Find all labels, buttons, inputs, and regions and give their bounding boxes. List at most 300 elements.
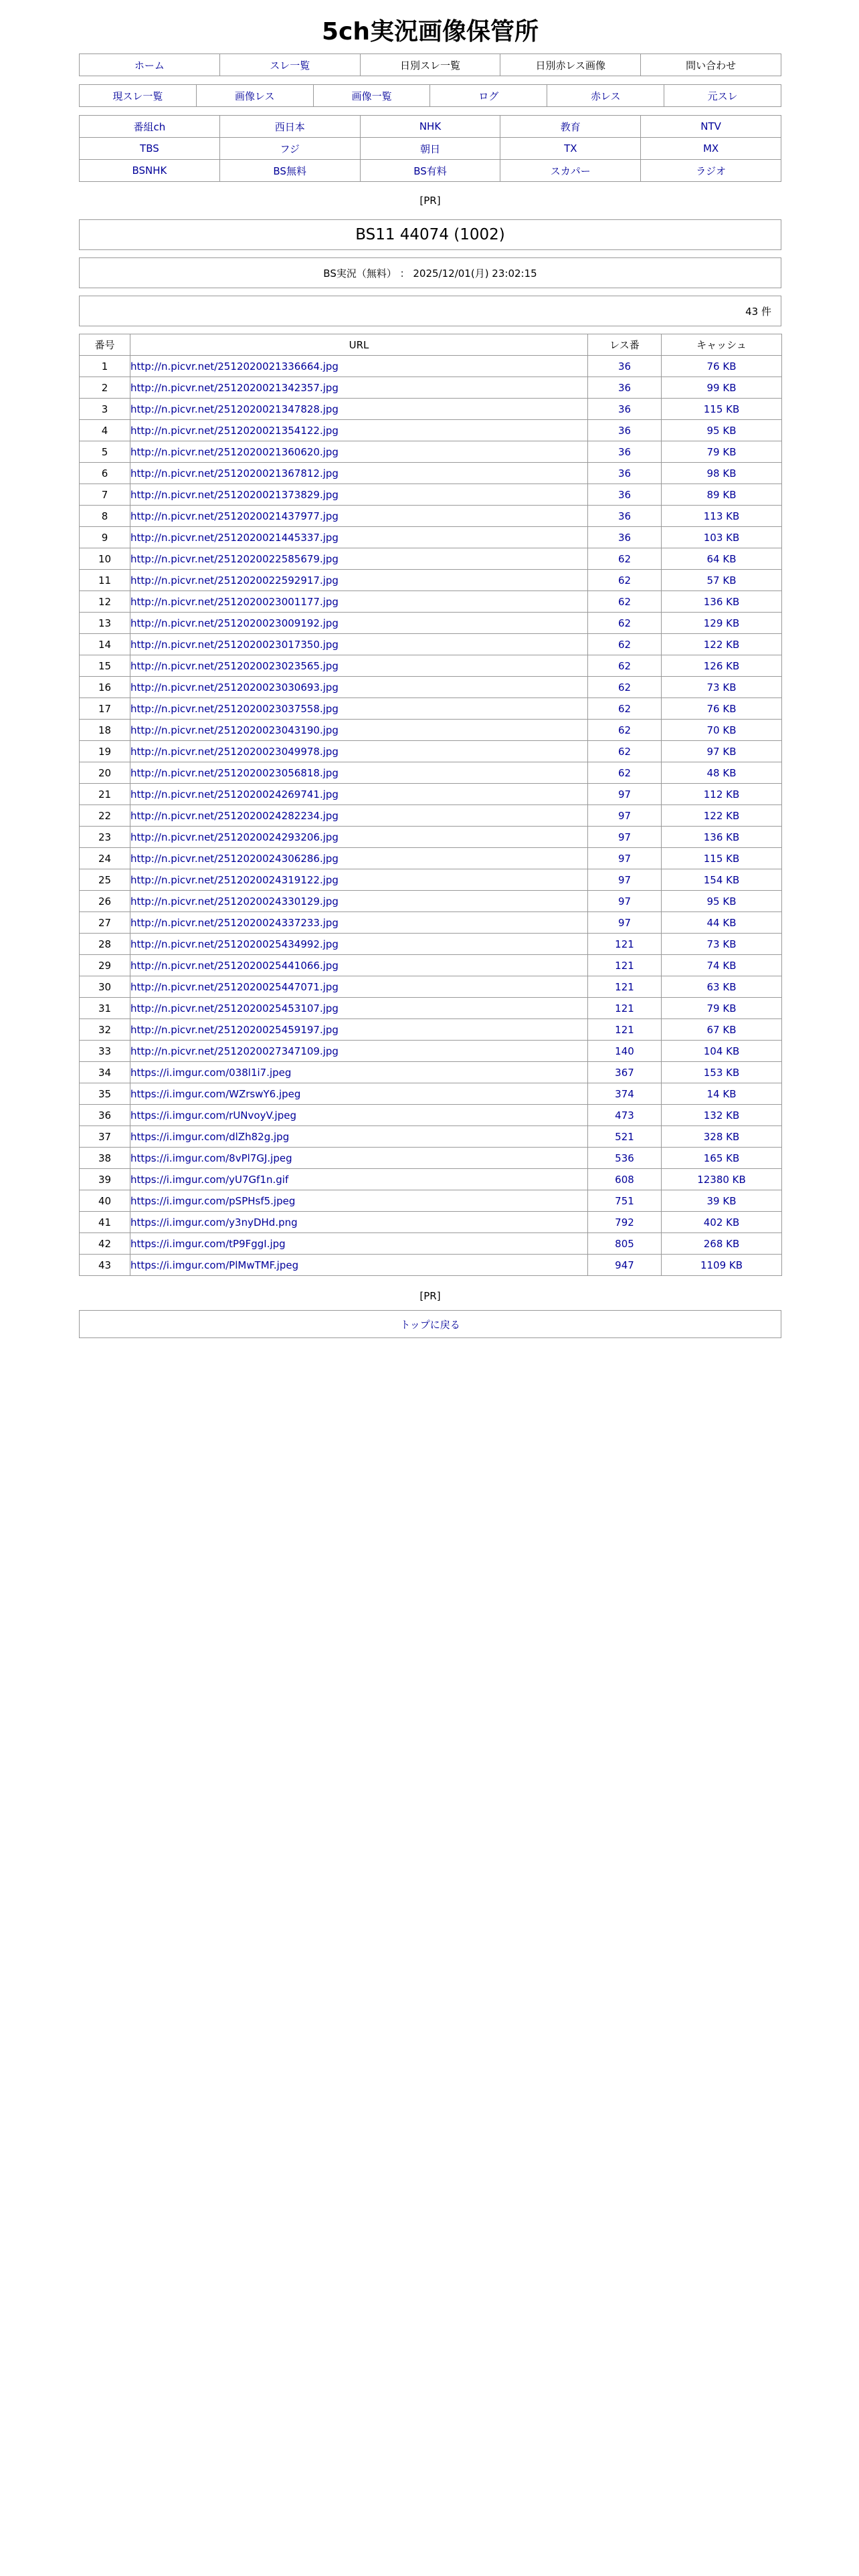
table-row — [80, 1041, 782, 1062]
url-cell — [130, 1041, 588, 1062]
cache-cell — [662, 634, 782, 655]
thread-nav-item[interactable]: ログ — [478, 90, 499, 102]
channel-row — [80, 160, 781, 182]
table-row — [80, 891, 782, 912]
channel-link[interactable]: BS無料 — [273, 165, 306, 177]
cache-link[interactable]: 73 KB — [706, 681, 737, 693]
res-number-link[interactable]: 97 — [617, 852, 632, 865]
url-cell — [130, 613, 588, 634]
url-cell — [130, 1190, 588, 1212]
url-cell — [130, 869, 588, 891]
image-url-link[interactable]: http://n.picvr.net/2512020025434992.jpg — [130, 938, 339, 950]
cache-link[interactable]: 122 KB — [703, 809, 740, 822]
channel-cell — [500, 160, 641, 182]
cache-link[interactable]: 39 KB — [706, 1194, 737, 1207]
url-cell — [130, 527, 588, 548]
cache-link[interactable]: 122 KB — [703, 638, 740, 651]
main-nav-cell — [80, 54, 220, 76]
table-row — [80, 827, 782, 848]
row-number: 18 — [80, 720, 130, 741]
cache-link[interactable]: 79 KB — [706, 1002, 737, 1014]
cache-link[interactable]: 74 KB — [706, 959, 737, 972]
res-number-cell — [588, 591, 662, 613]
res-number-cell — [588, 912, 662, 934]
res-number-link[interactable]: 36 — [617, 488, 632, 501]
row-number: 39 — [80, 1169, 130, 1190]
url-cell — [130, 1212, 588, 1233]
image-url-link[interactable]: http://n.picvr.net/2512020021373829.jpg — [130, 488, 339, 501]
cache-link[interactable]: 48 KB — [706, 766, 737, 779]
main-nav-cell — [641, 54, 781, 76]
res-number-link[interactable]: 36 — [617, 360, 632, 372]
res-number-link[interactable]: 140 — [615, 1045, 634, 1057]
res-number-link[interactable]: 947 — [615, 1259, 634, 1271]
url-cell — [130, 934, 588, 955]
res-number-link[interactable]: 521 — [615, 1130, 634, 1143]
thread-nav-item[interactable]: 現スレ一覧 — [112, 90, 163, 102]
row-number: 30 — [80, 976, 130, 998]
thread-meta-box — [79, 257, 781, 288]
image-url-link[interactable]: http://n.picvr.net/2512020021336664.jpg — [130, 360, 339, 372]
image-url-link[interactable]: https://i.imgur.com/yU7Gf1n.gif — [130, 1173, 289, 1186]
site-title: 5ch実況画像保管所 — [321, 18, 539, 45]
table-row — [80, 1190, 782, 1212]
channel-cell — [80, 138, 220, 160]
res-number-cell — [588, 934, 662, 955]
res-number-cell — [588, 1062, 662, 1083]
image-url-link[interactable]: http://n.picvr.net/2512020022592917.jpg — [130, 574, 339, 586]
image-url-link[interactable]: http://n.picvr.net/2512020023023565.jpg — [130, 659, 339, 672]
image-url-link[interactable]: https://i.imgur.com/WZrswY6.jpeg — [130, 1087, 301, 1100]
cache-cell — [662, 912, 782, 934]
channel-link[interactable]: 朝日 — [419, 142, 440, 155]
row-number: 9 — [80, 527, 130, 548]
image-url-link[interactable]: http://n.picvr.net/2512020023030693.jpg — [130, 681, 339, 693]
cache-link[interactable]: 14 KB — [706, 1087, 737, 1100]
image-url-link[interactable]: https://i.imgur.com/y3nyDHd.png — [130, 1216, 298, 1228]
cache-cell — [662, 1169, 782, 1190]
res-number-link[interactable]: 36 — [617, 510, 632, 522]
table-row — [80, 655, 782, 677]
res-number-link[interactable]: 62 — [617, 681, 632, 693]
res-number-link[interactable]: 62 — [617, 574, 632, 586]
channel-link[interactable]: BS有料 — [413, 165, 447, 177]
table-row — [80, 720, 782, 741]
image-url-link[interactable]: http://n.picvr.net/2512020023009192.jpg — [130, 617, 339, 629]
cache-cell — [662, 1041, 782, 1062]
cache-link[interactable]: 154 KB — [703, 873, 740, 886]
row-number: 34 — [80, 1062, 130, 1083]
thread-title: BS11 44074 (1002) — [355, 226, 505, 243]
image-url-link[interactable]: http://n.picvr.net/2512020025453107.jpg — [130, 1002, 339, 1014]
cache-cell — [662, 869, 782, 891]
channel-cell — [360, 116, 500, 138]
res-number-link[interactable]: 608 — [615, 1173, 634, 1186]
image-url-link[interactable]: https://i.imgur.com/038l1i7.jpeg — [130, 1066, 292, 1079]
image-url-link[interactable]: https://i.imgur.com/8vPl7GJ.jpeg — [130, 1152, 292, 1164]
image-url-link[interactable]: http://n.picvr.net/2512020023001177.jpg — [130, 595, 339, 608]
res-number-link[interactable]: 121 — [615, 1002, 634, 1014]
row-number: 41 — [80, 1212, 130, 1233]
row-number: 28 — [80, 934, 130, 955]
res-number-link[interactable]: 62 — [617, 617, 632, 629]
image-url-link[interactable]: https://i.imgur.com/tP9FggI.jpg — [130, 1237, 286, 1250]
image-url-link[interactable]: http://n.picvr.net/2512020025447071.jpg — [130, 980, 339, 993]
res-number-cell — [588, 1233, 662, 1255]
res-number-link[interactable]: 97 — [617, 809, 632, 822]
res-number-cell — [588, 1019, 662, 1041]
url-cell — [130, 762, 588, 784]
table-header-row — [80, 334, 782, 356]
table-row — [80, 356, 782, 377]
channel-cell — [641, 138, 781, 160]
res-number-link[interactable]: 374 — [615, 1087, 634, 1100]
url-cell — [130, 891, 588, 912]
image-url-link[interactable]: http://n.picvr.net/2512020024293206.jpg — [130, 831, 339, 843]
cache-link[interactable]: 73 KB — [706, 938, 737, 950]
cache-cell — [662, 976, 782, 998]
channel-cell — [500, 116, 641, 138]
res-number-cell — [588, 1255, 662, 1276]
channel-cell — [219, 160, 360, 182]
res-number-link[interactable]: 36 — [617, 424, 632, 437]
res-number-cell — [588, 891, 662, 912]
res-number-link[interactable]: 62 — [617, 595, 632, 608]
url-cell — [130, 1083, 588, 1105]
res-number-link[interactable]: 62 — [617, 766, 632, 779]
channel-link[interactable]: NTV — [700, 120, 721, 132]
url-cell — [130, 720, 588, 741]
image-url-link[interactable]: http://n.picvr.net/2512020024319122.jpg — [130, 873, 339, 886]
res-number-link[interactable]: 121 — [615, 1023, 634, 1036]
res-number-cell — [588, 1126, 662, 1148]
cache-cell — [662, 741, 782, 762]
res-number-link[interactable]: 97 — [617, 895, 632, 907]
row-number: 43 — [80, 1255, 130, 1276]
row-number: 19 — [80, 741, 130, 762]
res-number-link[interactable]: 751 — [615, 1194, 634, 1207]
res-number-link[interactable]: 97 — [617, 788, 632, 800]
res-number-link[interactable]: 36 — [617, 403, 632, 415]
thread-nav-cell — [196, 85, 313, 107]
image-url-link[interactable]: http://n.picvr.net/2512020024337233.jpg — [130, 916, 339, 929]
row-number: 26 — [80, 891, 130, 912]
cache-link[interactable]: 12380 KB — [697, 1173, 746, 1186]
url-cell — [130, 912, 588, 934]
cache-link[interactable]: 95 KB — [706, 424, 737, 437]
table-row — [80, 420, 782, 441]
url-cell — [130, 548, 588, 570]
res-number-link[interactable]: 36 — [617, 445, 632, 458]
table-row — [80, 506, 782, 527]
image-url-link[interactable]: http://n.picvr.net/2512020024306286.jpg — [130, 852, 339, 865]
cache-link[interactable]: 129 KB — [703, 617, 740, 629]
res-number-cell — [588, 484, 662, 506]
channel-link[interactable]: 番組ch — [133, 120, 166, 133]
res-number-cell — [588, 720, 662, 741]
res-number-cell — [588, 1105, 662, 1126]
res-number-cell — [588, 655, 662, 677]
res-number-cell — [588, 527, 662, 548]
channel-link[interactable]: TBS — [140, 142, 159, 154]
res-number-cell — [588, 377, 662, 399]
cache-link[interactable]: 103 KB — [703, 531, 740, 544]
row-number: 36 — [80, 1105, 130, 1126]
cache-link[interactable]: 95 KB — [706, 895, 737, 907]
channel-link[interactable]: ラジオ — [696, 165, 727, 177]
cache-cell — [662, 934, 782, 955]
image-url-link[interactable]: http://n.picvr.net/2512020025459197.jpg — [130, 1023, 339, 1036]
res-number-link[interactable]: 97 — [617, 873, 632, 886]
res-number-link[interactable]: 36 — [617, 531, 632, 544]
cache-cell — [662, 848, 782, 869]
image-url-link[interactable]: http://n.picvr.net/2512020021360620.jpg — [130, 445, 339, 458]
channel-link[interactable]: MX — [702, 142, 719, 154]
thread-title-box — [79, 219, 781, 250]
table-row — [80, 1062, 782, 1083]
cache-link[interactable]: 136 KB — [703, 831, 740, 843]
table-row — [80, 441, 782, 463]
table-row — [80, 848, 782, 869]
image-url-link[interactable]: http://n.picvr.net/2512020025441066.jpg — [130, 959, 339, 972]
main-nav-item[interactable]: 日別赤レス画像 — [535, 59, 606, 72]
res-number-cell — [588, 1212, 662, 1233]
res-number-link[interactable]: 805 — [615, 1237, 634, 1250]
channel-link[interactable]: 西日本 — [274, 120, 305, 133]
table-row — [80, 934, 782, 955]
cache-cell — [662, 527, 782, 548]
image-url-link[interactable]: http://n.picvr.net/2512020023049978.jpg — [130, 745, 339, 758]
res-number-link[interactable]: 62 — [617, 659, 632, 672]
cache-link[interactable]: 89 KB — [706, 488, 737, 501]
res-number-link[interactable]: 36 — [617, 381, 632, 394]
res-number-link[interactable]: 36 — [617, 467, 632, 479]
url-cell — [130, 634, 588, 655]
thread-nav-item[interactable]: 赤レス — [590, 90, 621, 102]
cache-link[interactable]: 63 KB — [706, 980, 737, 993]
res-number-cell — [588, 848, 662, 869]
url-cell — [130, 570, 588, 591]
cache-link[interactable]: 328 KB — [703, 1130, 740, 1143]
back-to-top-link[interactable]: トップに戻る — [400, 1318, 460, 1331]
res-number-link[interactable]: 367 — [615, 1066, 634, 1079]
thread-nav-item[interactable]: 画像レス — [234, 90, 275, 102]
cache-link[interactable]: 132 KB — [703, 1109, 740, 1121]
image-url-link[interactable]: http://n.picvr.net/2512020021367812.jpg — [130, 467, 339, 479]
cache-cell — [662, 1148, 782, 1169]
image-table — [79, 334, 782, 1276]
cache-link[interactable]: 153 KB — [703, 1066, 740, 1079]
res-number-cell — [588, 399, 662, 420]
res-number-cell — [588, 441, 662, 463]
channel-link[interactable]: TX — [564, 142, 577, 154]
table-row — [80, 1169, 782, 1190]
res-number-cell — [588, 420, 662, 441]
res-number-link[interactable]: 121 — [615, 938, 634, 950]
cache-cell — [662, 1233, 782, 1255]
url-cell — [130, 655, 588, 677]
row-number: 25 — [80, 869, 130, 891]
table-row — [80, 869, 782, 891]
cache-link[interactable]: 165 KB — [703, 1152, 740, 1164]
image-url-link[interactable]: https://i.imgur.com/dlZh82g.jpg — [130, 1130, 290, 1143]
row-number: 37 — [80, 1126, 130, 1148]
res-number-link[interactable]: 792 — [615, 1216, 634, 1228]
pr-label-top: [PR] — [419, 195, 441, 207]
res-number-cell — [588, 634, 662, 655]
image-url-link[interactable]: http://n.picvr.net/2512020021342357.jpg — [130, 381, 339, 394]
res-number-cell — [588, 741, 662, 762]
image-url-link[interactable]: http://n.picvr.net/2512020024269741.jpg — [130, 788, 339, 800]
res-number-link[interactable]: 62 — [617, 724, 632, 736]
main-nav-item[interactable]: 問い合わせ — [686, 59, 737, 72]
image-url-link[interactable]: http://n.picvr.net/2512020023056818.jpg — [130, 766, 339, 779]
channel-cell — [219, 138, 360, 160]
cache-cell — [662, 441, 782, 463]
channel-cell — [219, 116, 360, 138]
row-number: 21 — [80, 784, 130, 805]
res-number-link[interactable]: 97 — [617, 831, 632, 843]
image-url-link[interactable]: http://n.picvr.net/2512020021445337.jpg — [130, 531, 339, 544]
cache-link[interactable]: 64 KB — [706, 552, 737, 565]
cache-link[interactable]: 98 KB — [706, 467, 737, 479]
url-cell — [130, 591, 588, 613]
url-cell — [130, 1019, 588, 1041]
cache-cell — [662, 399, 782, 420]
url-cell — [130, 741, 588, 762]
image-url-link[interactable]: http://n.picvr.net/2512020023037558.jpg — [130, 702, 339, 715]
cache-link[interactable]: 126 KB — [703, 659, 740, 672]
url-cell — [130, 463, 588, 484]
image-url-link[interactable]: http://n.picvr.net/2512020021354122.jpg — [130, 424, 339, 437]
cache-link[interactable]: 1109 KB — [700, 1259, 743, 1271]
url-cell — [130, 998, 588, 1019]
cache-cell — [662, 805, 782, 827]
channel-link[interactable]: 教育 — [560, 120, 581, 133]
row-number: 15 — [80, 655, 130, 677]
row-number: 8 — [80, 506, 130, 527]
table-row — [80, 1212, 782, 1233]
table-row — [80, 527, 782, 548]
cache-link[interactable]: 268 KB — [703, 1237, 740, 1250]
res-number-link[interactable]: 62 — [617, 745, 632, 758]
url-cell — [130, 399, 588, 420]
url-cell — [130, 827, 588, 848]
row-number: 12 — [80, 591, 130, 613]
cache-link[interactable]: 115 KB — [703, 403, 740, 415]
cache-link[interactable]: 70 KB — [706, 724, 737, 736]
cache-link[interactable]: 67 KB — [706, 1023, 737, 1036]
image-url-link[interactable]: http://n.picvr.net/2512020021347828.jpg — [130, 403, 339, 415]
res-number-link[interactable]: 62 — [617, 638, 632, 651]
image-url-link[interactable]: https://i.imgur.com/PlMwTMF.jpeg — [130, 1259, 299, 1271]
row-number: 11 — [80, 570, 130, 591]
res-number-link[interactable]: 121 — [615, 959, 634, 972]
image-url-link[interactable]: http://n.picvr.net/2512020021437977.jpg — [130, 510, 339, 522]
url-cell — [130, 805, 588, 827]
cache-link[interactable]: 115 KB — [703, 852, 740, 865]
res-number-link[interactable]: 121 — [615, 980, 634, 993]
image-url-link[interactable]: http://n.picvr.net/2512020022585679.jpg — [130, 552, 339, 565]
cache-link[interactable]: 76 KB — [706, 702, 737, 715]
res-number-link[interactable]: 62 — [617, 552, 632, 565]
channel-link[interactable]: NHK — [419, 120, 442, 132]
main-nav — [79, 53, 781, 76]
res-number-link[interactable]: 473 — [615, 1109, 634, 1121]
table-row — [80, 1233, 782, 1255]
channel-cell — [80, 160, 220, 182]
url-cell — [130, 677, 588, 698]
image-url-link[interactable]: http://n.picvr.net/2512020027347109.jpg — [130, 1045, 339, 1057]
cache-link[interactable]: 113 KB — [703, 510, 740, 522]
channel-link[interactable]: BSNHK — [132, 165, 167, 177]
table-row — [80, 1148, 782, 1169]
cache-cell — [662, 1212, 782, 1233]
row-number: 14 — [80, 634, 130, 655]
cache-link[interactable]: 136 KB — [703, 595, 740, 608]
table-row — [80, 613, 782, 634]
cache-link[interactable]: 104 KB — [703, 1045, 740, 1057]
image-url-link[interactable]: http://n.picvr.net/2512020023017350.jpg — [130, 638, 339, 651]
table-row — [80, 805, 782, 827]
cache-cell — [662, 998, 782, 1019]
row-number: 27 — [80, 912, 130, 934]
page-container — [79, 0, 781, 1338]
image-url-link[interactable]: https://i.imgur.com/rUNvoyV.jpeg — [130, 1109, 296, 1121]
res-number-cell — [588, 955, 662, 976]
channel-link[interactable]: スカパー — [550, 165, 591, 177]
cache-link[interactable]: 76 KB — [706, 360, 737, 372]
row-number: 23 — [80, 827, 130, 848]
thread-nav-cell — [547, 85, 664, 107]
thread-nav-item[interactable]: 画像一覧 — [351, 90, 392, 102]
main-nav-item[interactable]: 日別スレ一覧 — [399, 59, 460, 72]
cache-link[interactable]: 112 KB — [703, 788, 740, 800]
res-number-link[interactable]: 97 — [617, 916, 632, 929]
cache-link[interactable]: 44 KB — [706, 916, 737, 929]
url-cell — [130, 698, 588, 720]
table-row — [80, 976, 782, 998]
row-number: 6 — [80, 463, 130, 484]
cache-link[interactable]: 402 KB — [703, 1216, 740, 1228]
main-nav-cell — [219, 54, 360, 76]
cache-link[interactable]: 57 KB — [706, 574, 737, 586]
main-nav-item[interactable]: スレ一覧 — [270, 59, 310, 72]
thread-nav-item[interactable]: 元スレ — [707, 90, 738, 102]
result-count: 43 件 — [745, 305, 771, 318]
row-number: 40 — [80, 1190, 130, 1212]
url-cell — [130, 420, 588, 441]
image-url-link[interactable]: http://n.picvr.net/2512020023043190.jpg — [130, 724, 339, 736]
pr-label-bottom: [PR] — [419, 1290, 441, 1302]
thread-nav — [79, 84, 781, 107]
table-row — [80, 548, 782, 570]
image-url-link[interactable]: http://n.picvr.net/2512020024282234.jpg — [130, 809, 339, 822]
image-url-link[interactable]: http://n.picvr.net/2512020024330129.jpg — [130, 895, 339, 907]
res-number-link[interactable]: 62 — [617, 702, 632, 715]
res-number-link[interactable]: 536 — [615, 1152, 634, 1164]
table-row — [80, 955, 782, 976]
table-row — [80, 1019, 782, 1041]
cache-link[interactable]: 99 KB — [706, 381, 737, 394]
cache-link[interactable]: 97 KB — [706, 745, 737, 758]
channel-link[interactable]: フジ — [280, 142, 300, 155]
image-url-link[interactable]: https://i.imgur.com/pSPHsf5.jpeg — [130, 1194, 296, 1207]
url-cell — [130, 1169, 588, 1190]
main-nav-item[interactable]: ホーム — [134, 59, 165, 72]
cache-link[interactable]: 79 KB — [706, 445, 737, 458]
thread-nav-cell — [313, 85, 430, 107]
